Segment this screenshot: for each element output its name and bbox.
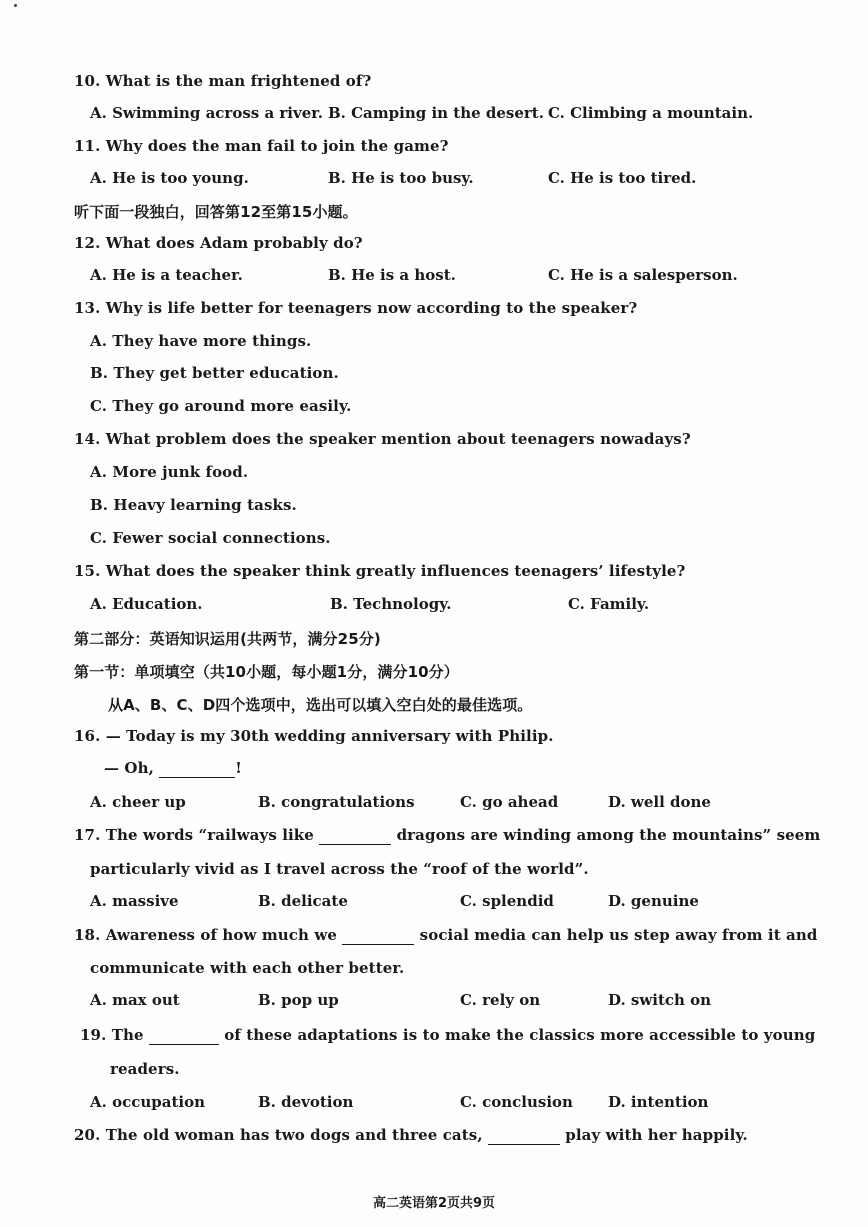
question-10-stem: 10. What is the man frightened of? [74, 72, 372, 90]
question-17-option-b: B. delicate [258, 892, 348, 910]
question-15-stem: 15. What does the speaker think greatly influences teenagers’ lifestyle? [74, 562, 686, 580]
question-12-stem: 12. What does Adam probably do? [74, 234, 363, 252]
question-16-reply [104, 759, 242, 778]
question-19-option-b: B. devotion [258, 1093, 354, 1111]
question-14-option-a: A. More junk food. [90, 463, 249, 481]
question-12-option-a: A. He is a teacher. [90, 266, 243, 284]
answer-blank [149, 1026, 219, 1045]
question-10-options [90, 104, 790, 124]
question-16-reply-end: ! [235, 759, 242, 777]
question-19-stem-start: 19. The [80, 1026, 149, 1044]
question-13-stem: 13. Why is life better for teenagers now according to the speaker? [74, 299, 638, 317]
question-20-stem [74, 1126, 748, 1145]
question-16-option-b: B. congratulations [258, 793, 415, 811]
scan-speck [14, 4, 17, 7]
question-18-option-d: D. switch on [608, 991, 712, 1009]
question-16-stem: 16. — Today is my 30th wedding anniversary with Philip. [74, 727, 554, 745]
question-16-option-d: D. well done [608, 793, 711, 811]
question-10-option-c: C. Climbing a mountain. [548, 104, 754, 122]
answer-blank [488, 1126, 560, 1145]
question-19-stem-end: of these adaptations is to make the classics more accessible to young [218, 1026, 816, 1044]
question-16-reply-start: — Oh, [104, 759, 160, 777]
question-18-options [90, 991, 810, 1011]
question-12-options [90, 266, 790, 286]
question-11-option-c: C. He is too tired. [548, 169, 697, 187]
question-18-stem-continued: communicate with each other better. [90, 959, 405, 977]
part-2-title: 第二部分：英语知识运用(共两节，满分25分) [74, 630, 381, 648]
question-11-stem: 11. Why does the man fail to join the game? [74, 137, 449, 155]
question-11-option-b: B. He is too busy. [328, 169, 474, 187]
question-15-option-c: C. Family. [568, 595, 650, 613]
question-18-stem-end: social media can help us step away from it and [414, 926, 818, 944]
question-17-stem-end: dragons are winding among the mountains” seem [391, 826, 821, 844]
question-19-stem-continued: readers. [110, 1060, 180, 1078]
question-11-option-a: A. He is too young. [90, 169, 249, 187]
question-15-option-b: B. Technology. [330, 595, 452, 613]
question-10-option-a: A. Swimming across a river. [90, 104, 324, 122]
question-10-option-b: B. Camping in the desert. [328, 104, 544, 122]
question-11-options [90, 169, 790, 189]
answer-blank [342, 926, 414, 945]
question-12-option-c: C. He is a salesperson. [548, 266, 738, 284]
question-13-option-c: C. They go around more easily. [90, 397, 352, 415]
section-1-title: 第一节：单项填空（共10小题，每小题1分，满分10分） [74, 663, 459, 681]
question-17-option-c: C. splendid [460, 892, 554, 910]
page-footer: 高二英语第2页共9页 [372, 1196, 496, 1211]
section-1-instruction: 从A、B、C、D四个选项中，选出可以填入空白处的最佳选项。 [108, 696, 533, 714]
question-18-option-a: A. max out [90, 991, 180, 1009]
question-19-options [90, 1093, 810, 1113]
question-17-option-d: D. genuine [608, 892, 699, 910]
question-18-stem-start: 18. Awareness of how much we [74, 926, 343, 944]
question-16-option-c: C. go ahead [460, 793, 559, 811]
question-18-stem [74, 926, 817, 945]
question-15-option-a: A. Education. [90, 595, 203, 613]
question-13-option-a: A. They have more things. [90, 332, 312, 350]
question-19-option-c: C. conclusion [460, 1093, 573, 1111]
question-16-options [90, 793, 810, 813]
question-17-stem [74, 826, 820, 845]
question-14-stem: 14. What problem does the speaker mention about teenagers nowadays? [74, 430, 691, 448]
listening-instruction: 听下面一段独白，回答第12至第15小题。 [74, 203, 358, 221]
question-17-stem-start: 17. The words “railways like [74, 826, 320, 844]
answer-blank [159, 759, 235, 778]
question-20-stem-start: 20. The old woman has two dogs and three cats, [74, 1126, 488, 1144]
question-12-option-b: B. He is a host. [328, 266, 456, 284]
question-16-option-a: A. cheer up [90, 793, 186, 811]
question-19-option-a: A. occupation [90, 1093, 206, 1111]
question-17-options [90, 892, 810, 912]
question-14-option-c: C. Fewer social connections. [90, 529, 331, 547]
question-18-option-c: C. rely on [460, 991, 541, 1009]
question-14-option-b: B. Heavy learning tasks. [90, 496, 297, 514]
question-20-stem-end: play with her happily. [559, 1126, 748, 1144]
question-17-option-a: A. massive [90, 892, 179, 910]
question-17-stem-continued: particularly vivid as I travel across the “roof of the world”. [90, 860, 589, 878]
question-13-option-b: B. They get better education. [90, 364, 339, 382]
question-15-options [90, 595, 790, 615]
answer-blank [319, 826, 391, 845]
question-19-stem [80, 1026, 815, 1045]
question-19-option-d: D. intention [608, 1093, 709, 1111]
question-18-option-b: B. pop up [258, 991, 339, 1009]
